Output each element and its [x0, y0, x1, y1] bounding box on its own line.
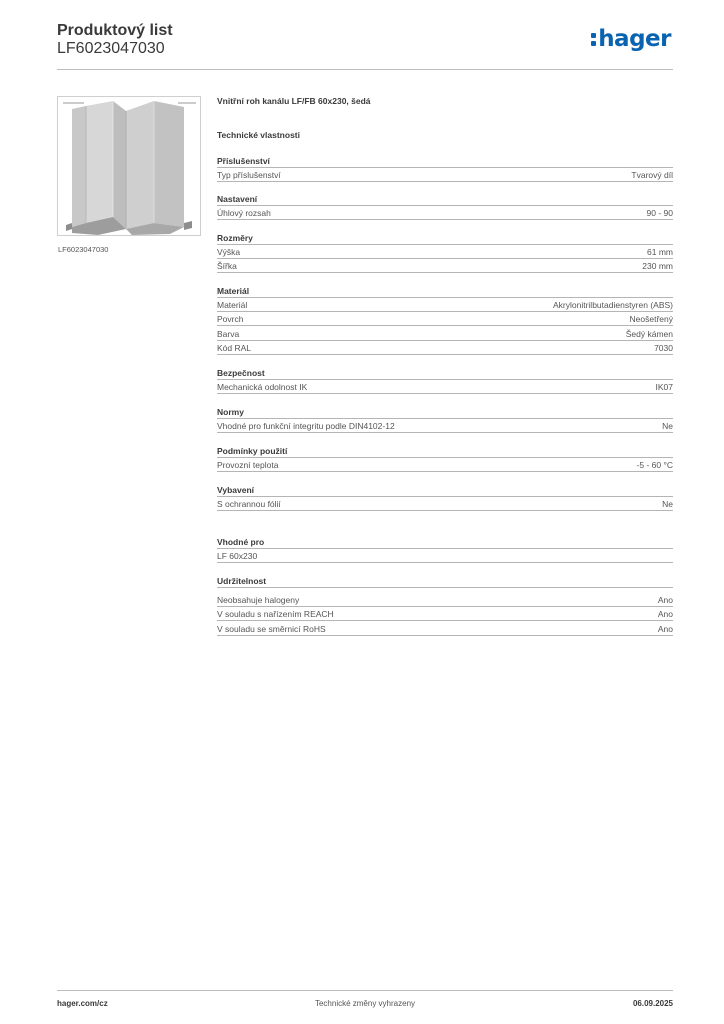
spec-row	[217, 341, 673, 355]
section-title-vybaveni: Vybavení	[217, 483, 673, 497]
spec-value: IK07	[655, 382, 673, 392]
spec-label: Neobsahuje halogeny	[217, 595, 300, 605]
section-title-podminky: Podmínky použití	[217, 444, 673, 458]
spec-row	[217, 622, 673, 636]
product-code: LF6023047030	[57, 40, 165, 57]
page-footer	[57, 990, 673, 1012]
spec-label: Kód RAL	[217, 343, 252, 353]
product-image	[57, 96, 201, 236]
spec-value: Ano	[657, 609, 673, 619]
spec-row	[217, 298, 673, 312]
logo-text: hager	[598, 26, 671, 52]
spec-value: Ano	[657, 624, 673, 634]
section-title-prislusenstvi: Příslušenství	[217, 154, 673, 168]
spec-value: Šedý kámen	[625, 329, 673, 339]
spec-value: Ne	[662, 499, 673, 509]
spec-value: 7030	[654, 343, 673, 353]
spec-row	[217, 259, 673, 273]
page-header	[57, 20, 673, 70]
spec-row	[217, 458, 673, 472]
spec-label: Barva	[217, 329, 240, 339]
spec-label: S ochrannou fólií	[217, 499, 281, 509]
logo-dots-icon	[591, 28, 597, 48]
spec-row	[217, 312, 673, 326]
spec-label: Šířka	[217, 261, 237, 271]
spec-row	[217, 607, 673, 621]
spec-row	[217, 380, 673, 394]
spec-value: 230 mm	[642, 261, 673, 271]
spec-row	[217, 593, 673, 607]
section-title-bezpecnost: Bezpečnost	[217, 366, 673, 380]
spec-value: 61 mm	[647, 247, 673, 257]
section-title-udrzitelnost: Udržitelnost	[217, 574, 673, 588]
spec-value: Ne	[662, 421, 673, 431]
spec-label: Výška	[217, 247, 241, 257]
spec-label: Mechanická odolnost IK	[217, 382, 308, 392]
spec-label: Provozní teplota	[217, 460, 279, 470]
spec-row	[217, 327, 673, 341]
spec-row	[217, 245, 673, 259]
spec-value: -5 - 60 °C	[636, 460, 673, 470]
technical-properties-title: Technické vlastnosti	[217, 130, 300, 140]
spec-label: Typ příslušenství	[217, 170, 281, 180]
spec-label: Povrch	[217, 314, 244, 324]
section-title-nastaveni: Nastavení	[217, 192, 673, 206]
footer-date: 06.09.2025	[632, 999, 673, 1008]
spec-label: Vhodné pro funkční integritu podle DIN4102-12	[217, 421, 395, 431]
product-name: Vnitřní roh kanálu LF/FB 60x230, šedá	[217, 96, 371, 106]
spec-row	[217, 497, 673, 511]
spec-value: Neošetřený	[629, 314, 673, 324]
image-caption: LF6023047030	[58, 245, 109, 254]
cable-duct-corner-icon	[58, 97, 201, 236]
section-title-vhodne-pro: Vhodné pro	[217, 535, 673, 549]
hager-logo	[591, 28, 671, 51]
section-title-material: Materiál	[217, 284, 673, 298]
document-title: Produktový list	[57, 22, 173, 39]
spec-value: 90 - 90	[646, 208, 673, 218]
spec-label: V souladu s nařízením REACH	[217, 609, 334, 619]
spec-label: V souladu se směrnicí RoHS	[217, 624, 326, 634]
spec-value: Ano	[657, 595, 673, 605]
section-title-normy: Normy	[217, 405, 673, 419]
spec-value: Akrylonitrilbutadienstyren (ABS)	[553, 300, 673, 310]
spec-row	[217, 206, 673, 220]
footer-disclaimer: Technické změny vyhrazeny	[314, 999, 416, 1008]
spec-row	[217, 168, 673, 182]
spec-row	[217, 549, 673, 563]
spec-label: LF 60x230	[217, 551, 258, 561]
section-title-rozmery: Rozměry	[217, 231, 673, 245]
footer-website-link[interactable]: hager.com/cz	[57, 999, 108, 1008]
spec-label: Materiál	[217, 300, 248, 310]
spec-value: Tvarový díl	[631, 170, 673, 180]
spec-row	[217, 419, 673, 433]
spec-label: Úhlový rozsah	[217, 208, 271, 218]
